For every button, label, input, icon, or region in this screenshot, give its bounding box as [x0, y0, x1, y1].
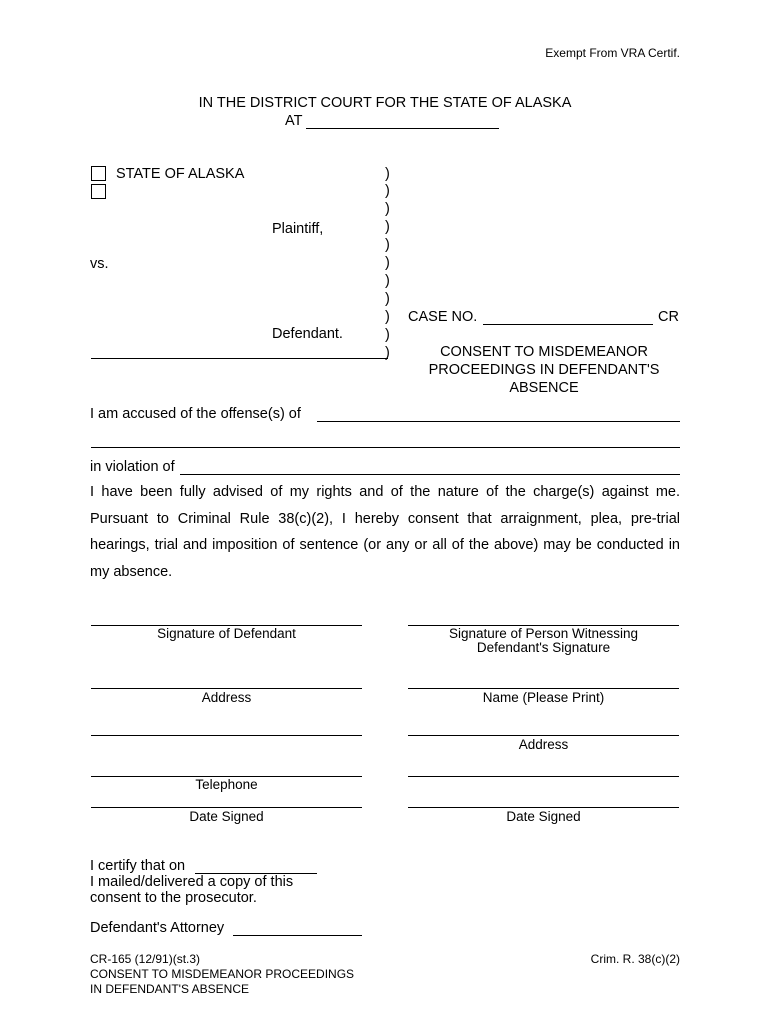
- caption-paren: ): [385, 327, 390, 343]
- witness-date-line[interactable]: [408, 807, 679, 808]
- consent-paragraph: I have been fully advised of my rights and of the nature of the charge(s) against me. Pursuant to Criminal Rule 38(c)(2), I hereby consent that arraignment, plea, pre-trial hearings, trial and imposition of sentence (or any or all of the above) may be conducted in my absence.: [90, 484, 680, 580]
- defendant-date-line[interactable]: [91, 807, 362, 808]
- witness-signature-label-line2: Defendant's Signature: [476, 640, 611, 655]
- document-title-line2: PROCEEDINGS IN DEFENDANT'S: [428, 362, 660, 378]
- case-number-field[interactable]: [483, 324, 653, 325]
- witness-address-line-2[interactable]: [408, 776, 679, 777]
- caption-paren: ): [385, 309, 390, 325]
- case-suffix: CR: [658, 309, 679, 325]
- caption-paren: ): [385, 237, 390, 253]
- court-title: IN THE DISTRICT COURT FOR THE STATE OF ALASKA: [198, 95, 572, 111]
- defendant-address-line-2[interactable]: [91, 735, 362, 736]
- defendant-address-label: Address: [201, 690, 252, 705]
- exempt-note: Exempt From VRA Certif.: [545, 46, 680, 60]
- court-location-field[interactable]: [306, 128, 499, 129]
- document-title-line1: CONSENT TO MISDEMEANOR: [440, 344, 648, 360]
- caption-paren: ): [385, 291, 390, 307]
- caption-paren: ): [385, 166, 390, 182]
- certify-line1: I certify that on: [90, 858, 186, 874]
- witness-signature-label-line1: Signature of Person Witnessing: [448, 626, 639, 641]
- statute-field[interactable]: [180, 474, 680, 475]
- witness-name-label: Name (Please Print): [482, 690, 605, 705]
- defendant-telephone-label: Telephone: [195, 777, 258, 792]
- state-label: STATE OF ALASKA: [116, 166, 245, 182]
- caption-paren: ): [385, 345, 390, 361]
- witness-date-label: Date Signed: [506, 809, 581, 824]
- certify-line3: consent to the prosecutor.: [90, 890, 257, 906]
- other-plaintiff-checkbox[interactable]: [91, 184, 106, 199]
- attorney-signature-field[interactable]: [233, 935, 362, 936]
- plaintiff-label: Plaintiff,: [272, 221, 324, 237]
- form-title-line2: IN DEFENDANT'S ABSENCE: [90, 982, 249, 996]
- caption-paren: ): [385, 201, 390, 217]
- caption-paren: ): [385, 273, 390, 289]
- caption-paren: ): [385, 219, 390, 235]
- form-title-line1: CONSENT TO MISDEMEANOR PROCEEDINGS: [90, 967, 355, 981]
- case-no-label: CASE NO.: [408, 309, 478, 325]
- defendant-date-label: Date Signed: [189, 809, 264, 824]
- form-number: CR-165 (12/91)(st.3): [90, 952, 201, 966]
- court-at-label: AT: [285, 113, 303, 129]
- defendant-address-line[interactable]: [91, 688, 362, 689]
- certify-line2: I mailed/delivered a copy of this: [90, 874, 294, 890]
- defendant-signature-label: Signature of Defendant: [157, 626, 296, 641]
- witness-name-line[interactable]: [408, 688, 679, 689]
- caption-paren: ): [385, 183, 390, 199]
- caption-paren: ): [385, 255, 390, 271]
- rule-reference: Crim. R. 38(c)(2): [590, 952, 680, 966]
- defendant-name-field[interactable]: [91, 358, 388, 359]
- offense-field[interactable]: [317, 421, 680, 422]
- offense-field-continued[interactable]: [91, 447, 680, 448]
- document-title-line3: ABSENCE: [509, 380, 579, 396]
- attorney-label: Defendant's Attorney: [90, 920, 225, 936]
- witness-address-label: Address: [518, 737, 569, 752]
- vs-label: vs.: [90, 256, 109, 272]
- state-of-alaska-checkbox[interactable]: [91, 166, 106, 181]
- accused-label: I am accused of the offense(s) of: [90, 406, 301, 422]
- defendant-label: Defendant.: [272, 326, 343, 342]
- witness-address-line[interactable]: [408, 735, 679, 736]
- violation-label: in violation of: [90, 459, 175, 475]
